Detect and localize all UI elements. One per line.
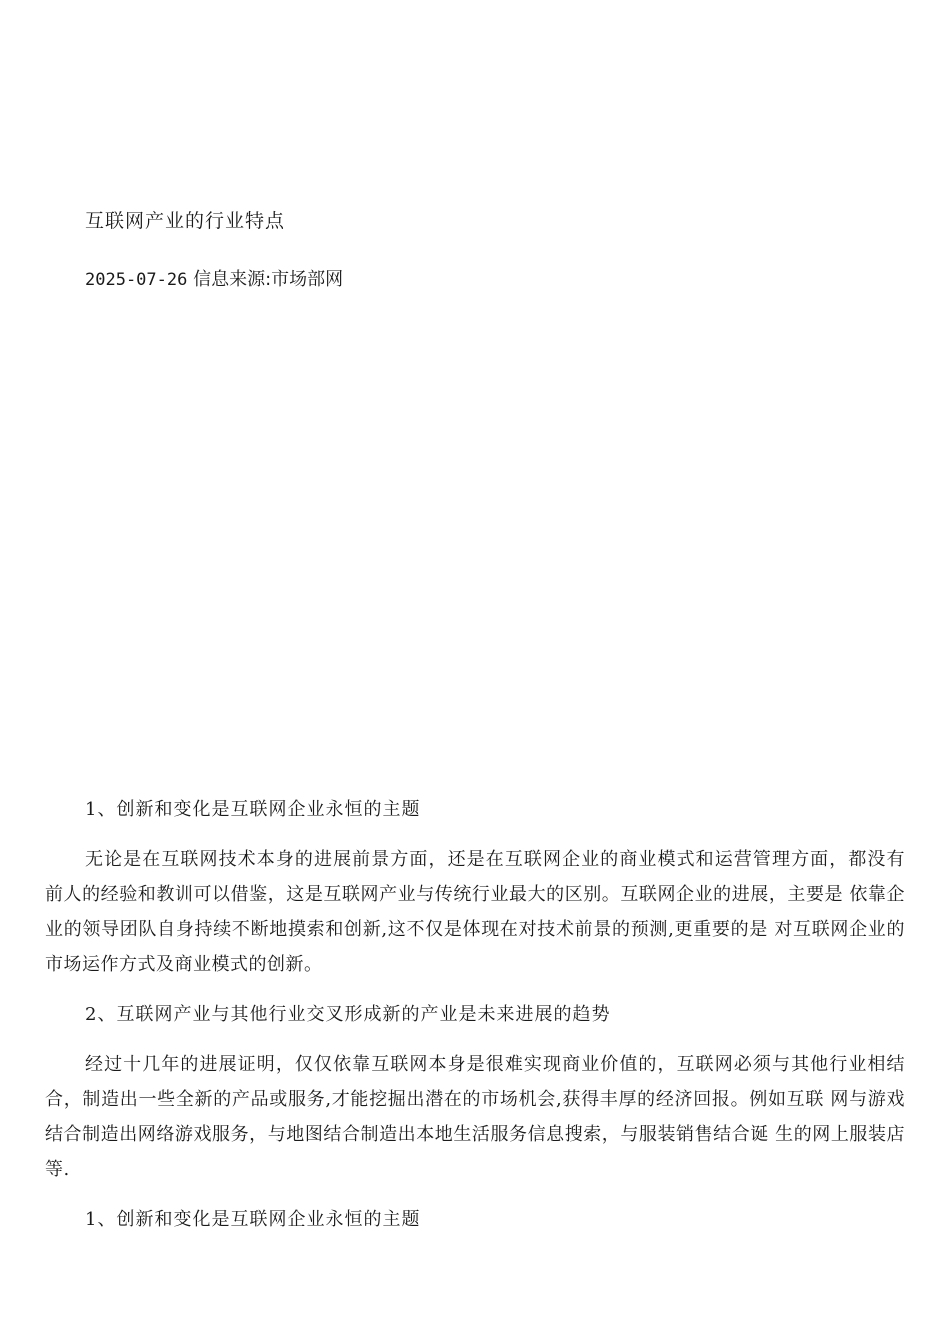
- section-heading: 1、创新和变化是互联网企业永恒的主题: [85, 799, 421, 820]
- document-title: 互联网产业的行业特点: [85, 210, 286, 232]
- section-heading: 1、创新和变化是互联网企业永恒的主题: [85, 1209, 421, 1230]
- section-paragraph: 经过十几年的进展证明，仅仅依靠互联网本身是很难实现商业价值的，互联网必须与其他行业相结 合，制造出一些全新的产品或服务,才能挖掘出潜在的市场机会,获得丰厚的经济回报。例如互联 网与游戏结合制造出网络游戏服务，与地图结合制造出本地生活服务信息搜索，与服装销售结合诞 生的网上服装店等.: [45, 1054, 905, 1180]
- section-paragraph: 无论是在互联网技术本身的进展前景方面，还是在互联网企业的商业模式和运营管理方面，都没有 前人的经验和教训可以借鉴，这是互联网产业与传统行业最大的区别。互联网企业的进展，主要是 依靠企业的领导团队自身持续不断地摸索和创新,这不仅是体现在对技术前景的预测,更重要的是 对互联网企业的市场运作方式及商业模式的创新。: [45, 849, 905, 975]
- document-meta: [85, 265, 343, 291]
- publish-date: 2025-07-26: [85, 270, 188, 290]
- document-body: [45, 793, 905, 1252]
- source-label: 信息来源:市场部网: [193, 269, 344, 290]
- section-heading: 2、互联网产业与其他行业交叉形成新的产业是未来进展的趋势: [85, 1004, 611, 1025]
